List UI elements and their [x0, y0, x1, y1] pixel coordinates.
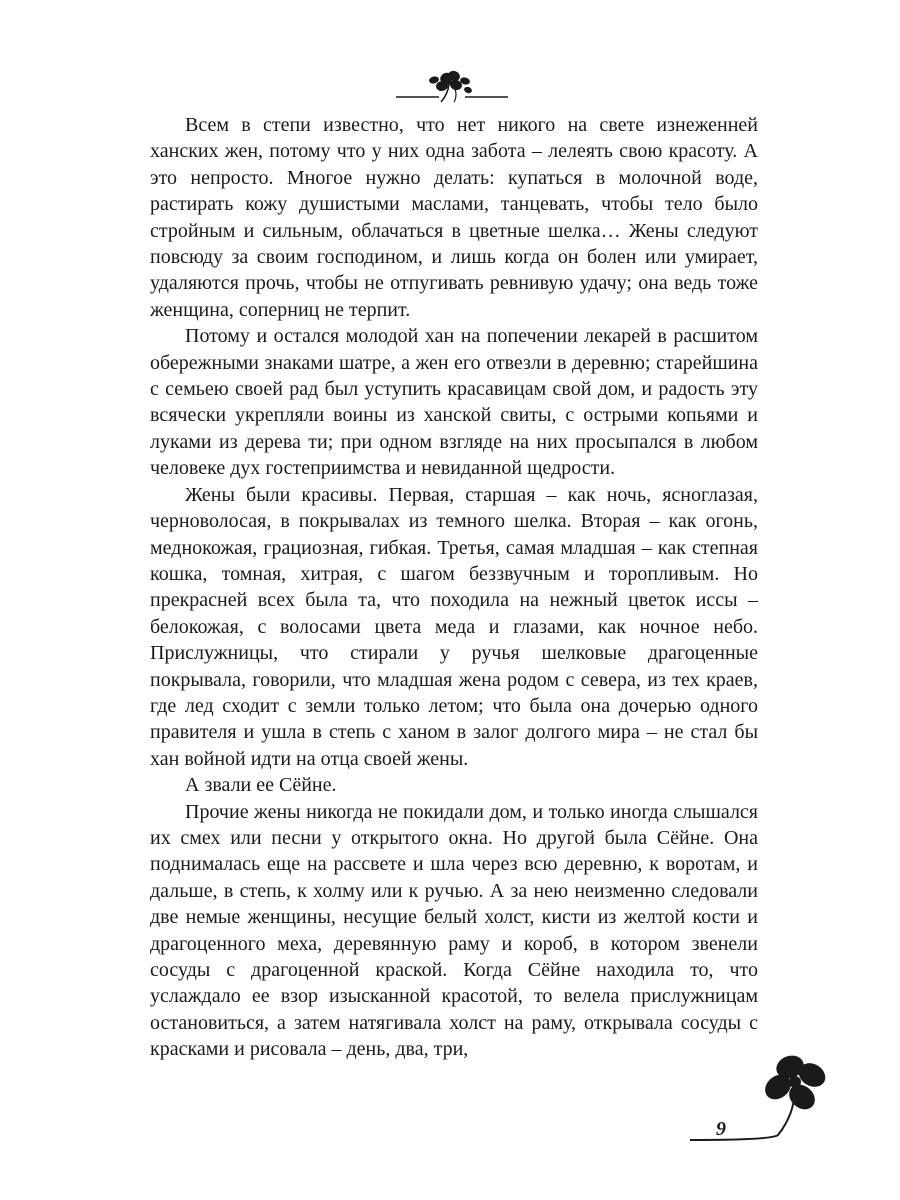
page-number: 9: [716, 1118, 726, 1140]
clover-footer-icon: [660, 1045, 840, 1165]
paragraph: А звали ее Сёйне.: [185, 774, 337, 797]
paragraph: Жены были красивы. Первая, старшая – как ночь, ясноглазая, черноволосая, в покрывалах из темного шелка. Вторая – как огонь, меднокожая, грациозная, гибкая. Третья, самая младшая – как степная кошка, томная, хитрая, с шагом беззвучным и торопливым. Но прекрасней всех была та, что походила на нежный цветок иссы – белокожая, с волосами цвета меда и глазами, как ночное небо. Прислужницы, что стирали у ручья шелковые драгоценные покрывала, говорили, что младшая жена родом с севера, из тех краев, где лед сходит с земли только летом; что была она дочерью одного правителя и ушла в степь с ханом в залог долгого мира – не стал бы хан войной идти на отца своей жены.: [150, 483, 758, 770]
paragraph: Всем в степи известно, что нет никого на свете изнеженней ханских жен, потому что у них одна забота – лелеять свою красоту. А это непросто. Многое нужно делать: купаться в молочной воде, растирать кожу душистыми маслами, танцевать, чтобы тело было стройным и сильным, облачаться в цветные шелка… Жены следуют повсюду за своим господином, и лишь когда он болен или умирает, удаляются прочь, чтобы не отпугивать ревнивую удачу; она ведь тоже женщина, соперниц не терпит.: [150, 114, 758, 321]
clover-ornament-icon: [392, 64, 512, 110]
paragraph: Потому и остался молодой хан на попечении лекарей в расшитом обережными знаками шатре, а жен его отвезли в деревню; старейшина с семьею своей рад был уступить красавицам свой дом, и радость эту всячески укрепляли воины из ханской свиты, с острыми копьями и луками из дерева ти; при одном взгляде на них просыпался в любом человеке дух гостеприимства и невиданной щедрости.: [150, 325, 758, 480]
paragraph: Прочие жены никогда не покидали дом, и только иногда слышался их смех или песни у открытого окна. Но другой была Сёйне. Она поднималась еще на рассвете и шла через всю деревню, к воротам, и дальше, в степь, к холму или к ручью. А за нею неизменно следовали две немые женщины, несущие белый холст, кисти из желтой кости и драгоценного меха, деревянную раму и короб, в котором звенели сосуды с драгоценной краской. Когда Сёйне находила то, что услаждало ее взор изысканной красотой, то велела прислужницам остановиться, а затем натягивала холст на раму, открывала сосуды с красками и рисовала – день, два, три,: [150, 800, 758, 1061]
page-body-text: [150, 112, 758, 1063]
